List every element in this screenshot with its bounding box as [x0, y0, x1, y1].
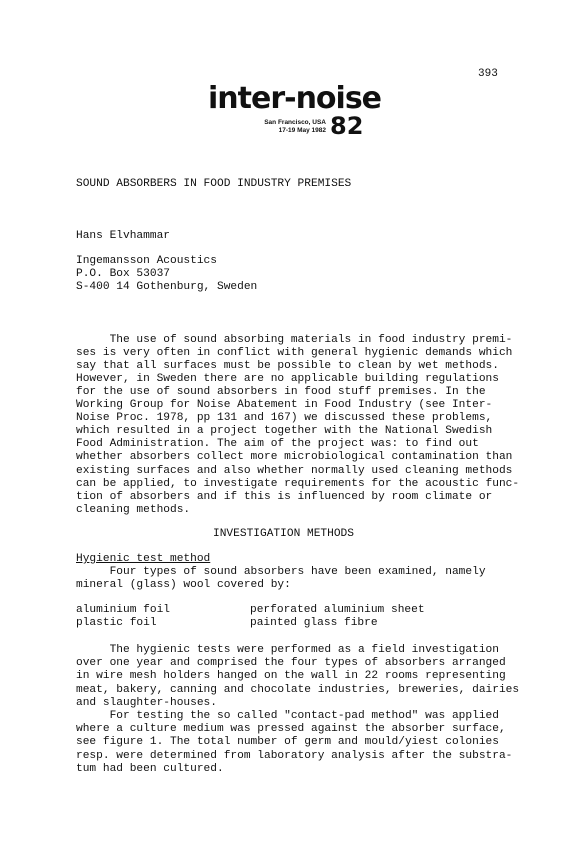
text-line: say that all surfaces must be possible to clean by wet methods. [76, 360, 499, 373]
text-line: can be applied, to investigate requirements for the acoustic func- [76, 477, 520, 490]
author-name: Hans Elvhammar [76, 230, 170, 242]
page-number: 393 [478, 68, 498, 80]
subsection-heading: Hygienic test method [76, 553, 211, 565]
text-line: For testing the so called "contact-pad method" was applied [76, 710, 499, 722]
text-line: However, in Sweden there are no applicable building regulations [76, 373, 499, 386]
absorber-type: painted glass fibre [250, 617, 378, 629]
logo-wordmark: inter-noise [208, 81, 382, 116]
address-line: P.O. Box 53037 [76, 268, 170, 280]
text-line: cleaning methods. [76, 503, 191, 516]
text-line: meat, bakery, canning and chocolate industries, breweries, dairies [76, 683, 520, 696]
text-line: tum had been cultured. [76, 762, 224, 775]
text-line: which resulted in a project together with the National Swedish [76, 425, 493, 438]
text-line: ses is very often in conflict with general hygienic demands which [76, 347, 513, 360]
text-line: The hygienic tests were performed as a field investigation [76, 644, 499, 656]
text-line: and slaughter-houses. [76, 696, 217, 709]
address-line: S-400 14 Gothenburg, Sweden [76, 281, 258, 293]
logo-location: San Francisco, USA [264, 119, 326, 126]
text-line: for the use of sound absorbers in food stuff premises. In the [76, 386, 486, 399]
text-line: see figure 1. The total number of germ and mould/yiest colonies [76, 736, 499, 749]
text-line: existing surfaces and also whether normally used cleaning methods [76, 464, 513, 477]
absorber-type: aluminium foil [76, 604, 170, 616]
text-line: Food Administration. The aim of the project was: to find out [76, 438, 479, 451]
text-line: resp. were determined from laboratory analysis after the substra- [76, 749, 513, 762]
logo-dates: 17-19 May 1982 [278, 127, 326, 134]
text-line: Working Group for Noise Abatement in Food Industry (see Inter- [76, 399, 493, 412]
text-line: over one year and comprised the four types of absorbers arranged [76, 657, 506, 670]
address-line: Ingemansson Acoustics [76, 255, 217, 267]
section-heading: INVESTIGATION METHODS [213, 528, 354, 540]
text-line: Noise Proc. 1978, pp 131 and 167) we discussed these problems, [76, 412, 493, 425]
text-line: mineral (glass) wool covered by: [76, 579, 291, 591]
text-line: Four types of sound absorbers have been examined, namely [76, 566, 486, 578]
absorber-type: perforated aluminium sheet [250, 604, 425, 616]
logo-location-dates [250, 119, 326, 135]
absorber-type: plastic foil [76, 617, 157, 629]
text-line: whether absorbers collect more microbiological contamination than [76, 451, 513, 464]
text-line: tion of absorbers and if this is influenced by room climate or [76, 490, 493, 503]
text-line: in wire mesh holders hanged on the wall in 22 rooms representing [76, 670, 506, 683]
conference-logo [208, 81, 382, 140]
logo-year: 82 [330, 112, 364, 140]
text-line: The use of sound absorbing materials in food industry premi- [76, 334, 513, 346]
paper-title: SOUND ABSORBERS IN FOOD INDUSTRY PREMISES [76, 178, 352, 190]
text-line: where a culture medium was pressed against the absorber surface, [76, 723, 506, 736]
